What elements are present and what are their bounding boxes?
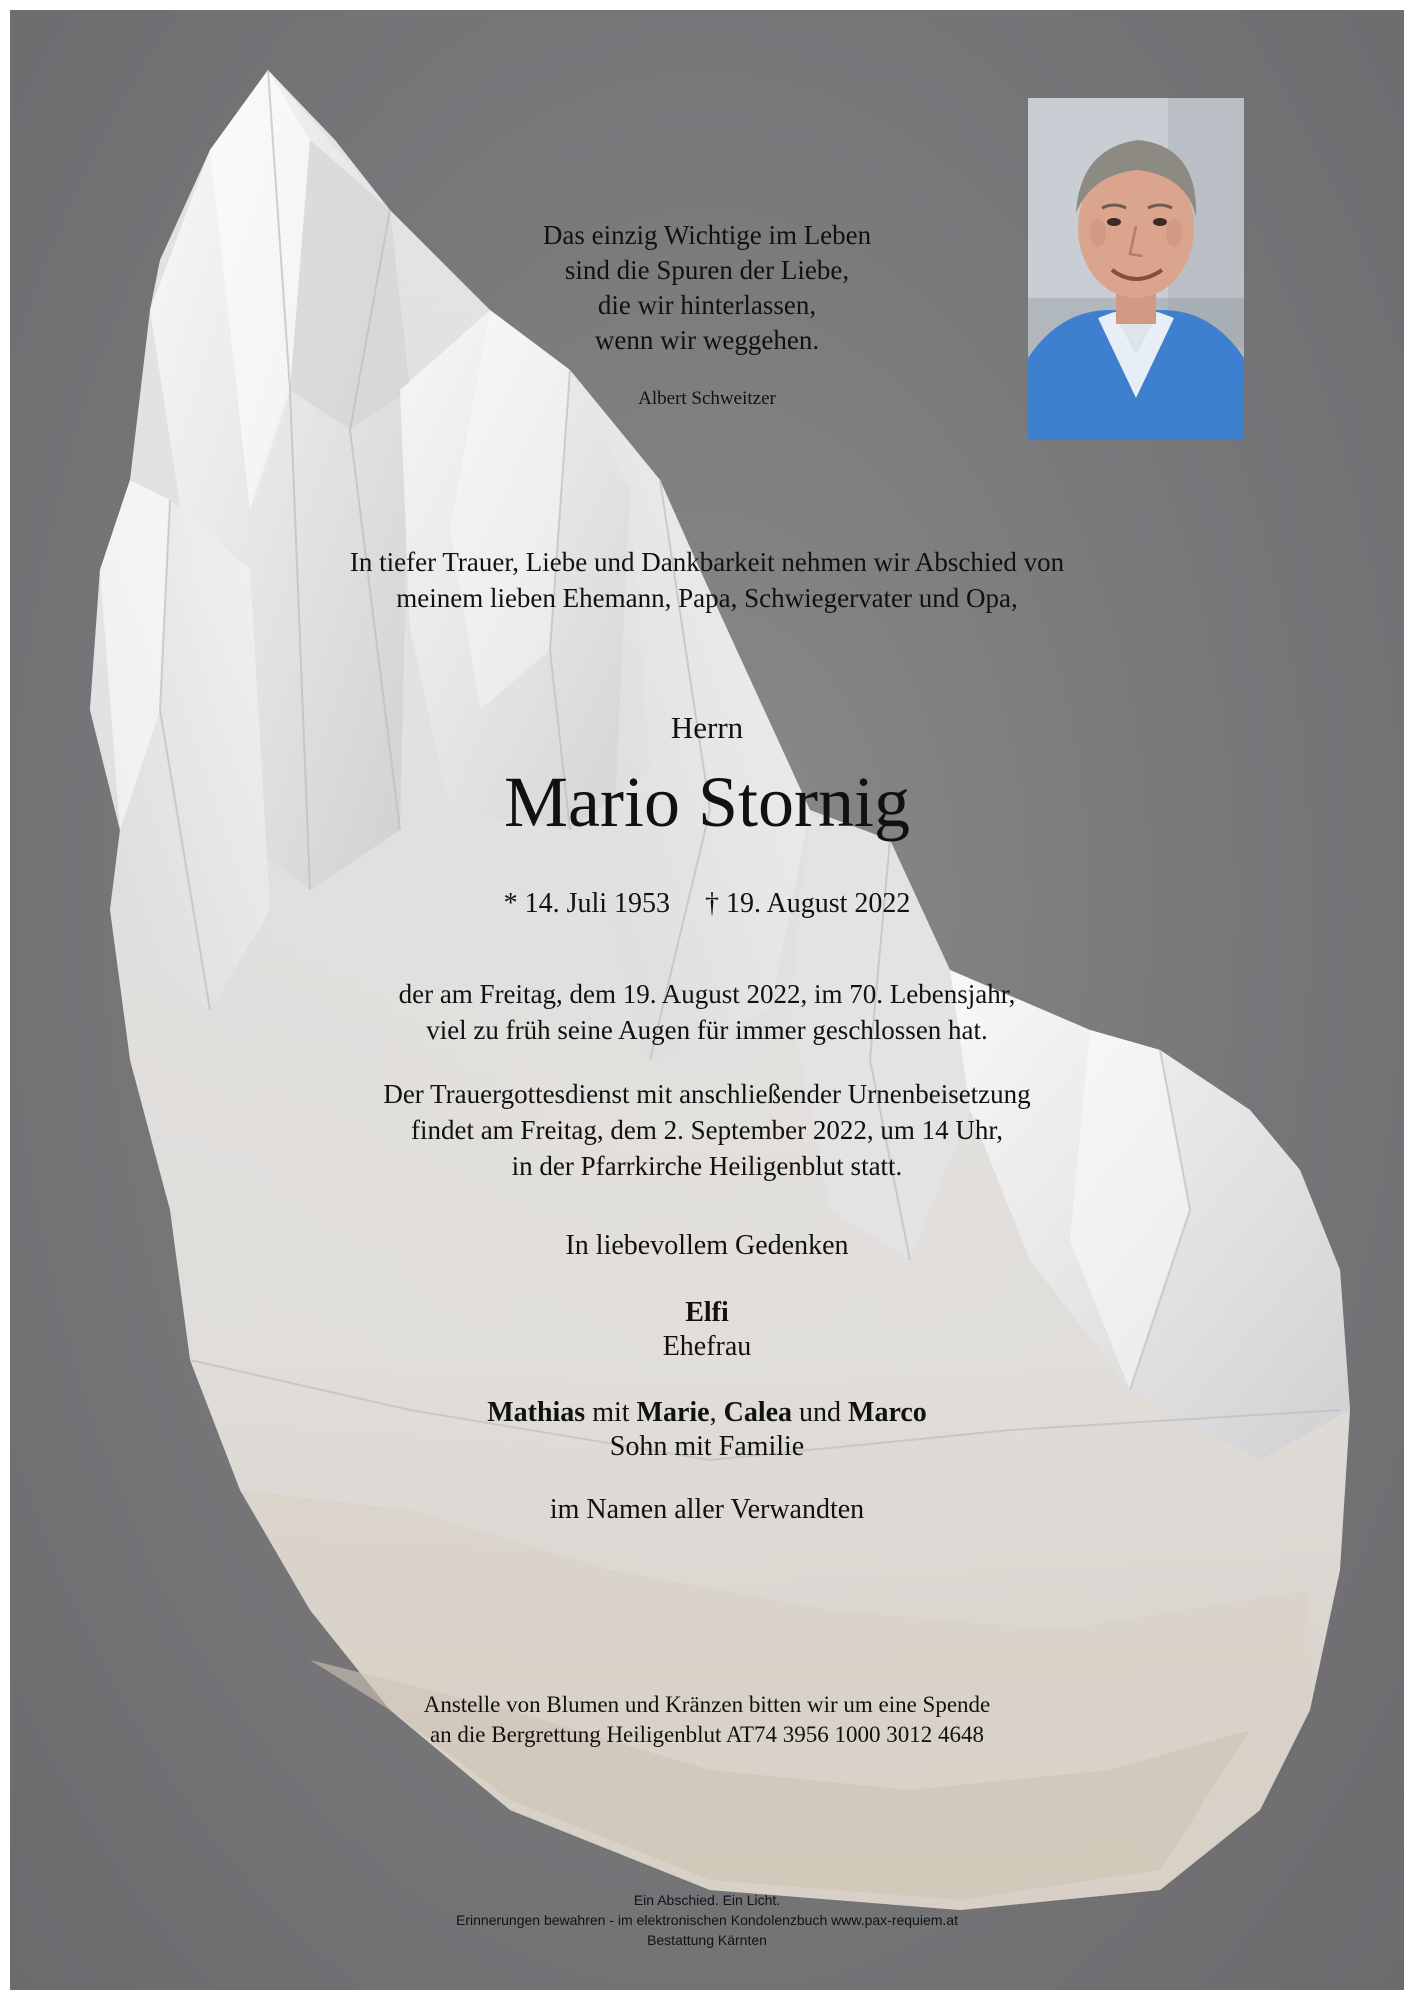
footer-line: Ein Abschied. Ein Licht. xyxy=(633,1892,781,1908)
intro-line: meinem lieben Ehemann, Papa, Schwiegervater und Opa, xyxy=(396,583,1018,613)
service-details xyxy=(10,1076,1404,1184)
service-details-line: findet am Freitag, dem 2. September 2022, um 14 Uhr, xyxy=(410,1115,1004,1145)
birth-date: * 14. Juli 1953 xyxy=(503,888,671,919)
separator-comma: , xyxy=(709,1397,724,1428)
conjunction-und: und xyxy=(792,1397,849,1428)
spouse-block xyxy=(10,1296,1404,1364)
relatives-line: im Namen aller Verwandten xyxy=(549,1494,865,1525)
conjunction-mit: mit xyxy=(585,1397,637,1428)
service-details-line: in der Pfarrkirche Heiligenblut statt. xyxy=(511,1151,903,1181)
grandchild-name: Marie xyxy=(636,1397,710,1428)
life-dates xyxy=(10,888,1404,920)
death-details-line: viel zu früh seine Augen für immer geschlossen hat. xyxy=(426,1015,988,1045)
quote-line: sind die Spuren der Liebe, xyxy=(564,255,850,285)
death-details xyxy=(10,976,1404,1048)
intro-line: In tiefer Trauer, Liebe und Dankbarkeit nehmen wir Abschied von xyxy=(349,547,1065,577)
footer xyxy=(10,1890,1404,1950)
son-role: Sohn mit Familie xyxy=(609,1431,805,1462)
donation-note xyxy=(10,1690,1404,1750)
grandchild-name: Marco xyxy=(848,1397,927,1428)
intro-text xyxy=(10,544,1404,616)
death-date: † 19. August 2022 xyxy=(705,888,911,919)
salutation: Herrn xyxy=(670,710,744,745)
donation-line: an die Bergrettung Heiligenblut AT74 3956 1000 3012 4648 xyxy=(429,1722,985,1747)
footer-line: Erinnerungen bewahren - im elektronischen Kondolenzbuch www.pax-requiem.at xyxy=(456,1912,958,1928)
donation-line: Anstelle von Blumen und Kränzen bitten wir um eine Spende xyxy=(423,1692,991,1717)
quote-line: wenn wir weggehen. xyxy=(594,325,820,355)
deceased-name: Mario Stornig xyxy=(504,762,910,842)
grandchild-name: Calea xyxy=(723,1397,793,1428)
memory-line: In liebevollem Gedenken xyxy=(565,1230,849,1261)
quote-block xyxy=(10,218,1404,358)
service-details-line: Der Trauergottesdienst mit anschließender Urnenbeisetzung xyxy=(383,1079,1031,1109)
quote-author: Albert Schweitzer xyxy=(638,388,776,409)
footer-line: Bestattung Kärnten xyxy=(647,1932,767,1948)
quote-line: Das einzig Wichtige im Leben xyxy=(542,220,872,250)
parte-page xyxy=(10,10,1404,1990)
son-family-block xyxy=(10,1396,1404,1464)
spouse-name: Elfi xyxy=(685,1297,729,1328)
death-details-line: der am Freitag, dem 19. August 2022, im 70. Lebensjahr, xyxy=(398,979,1016,1009)
spouse-role: Ehefrau xyxy=(662,1331,752,1362)
quote-line: die wir hinterlassen, xyxy=(597,290,817,320)
son-name: Mathias xyxy=(487,1397,586,1428)
